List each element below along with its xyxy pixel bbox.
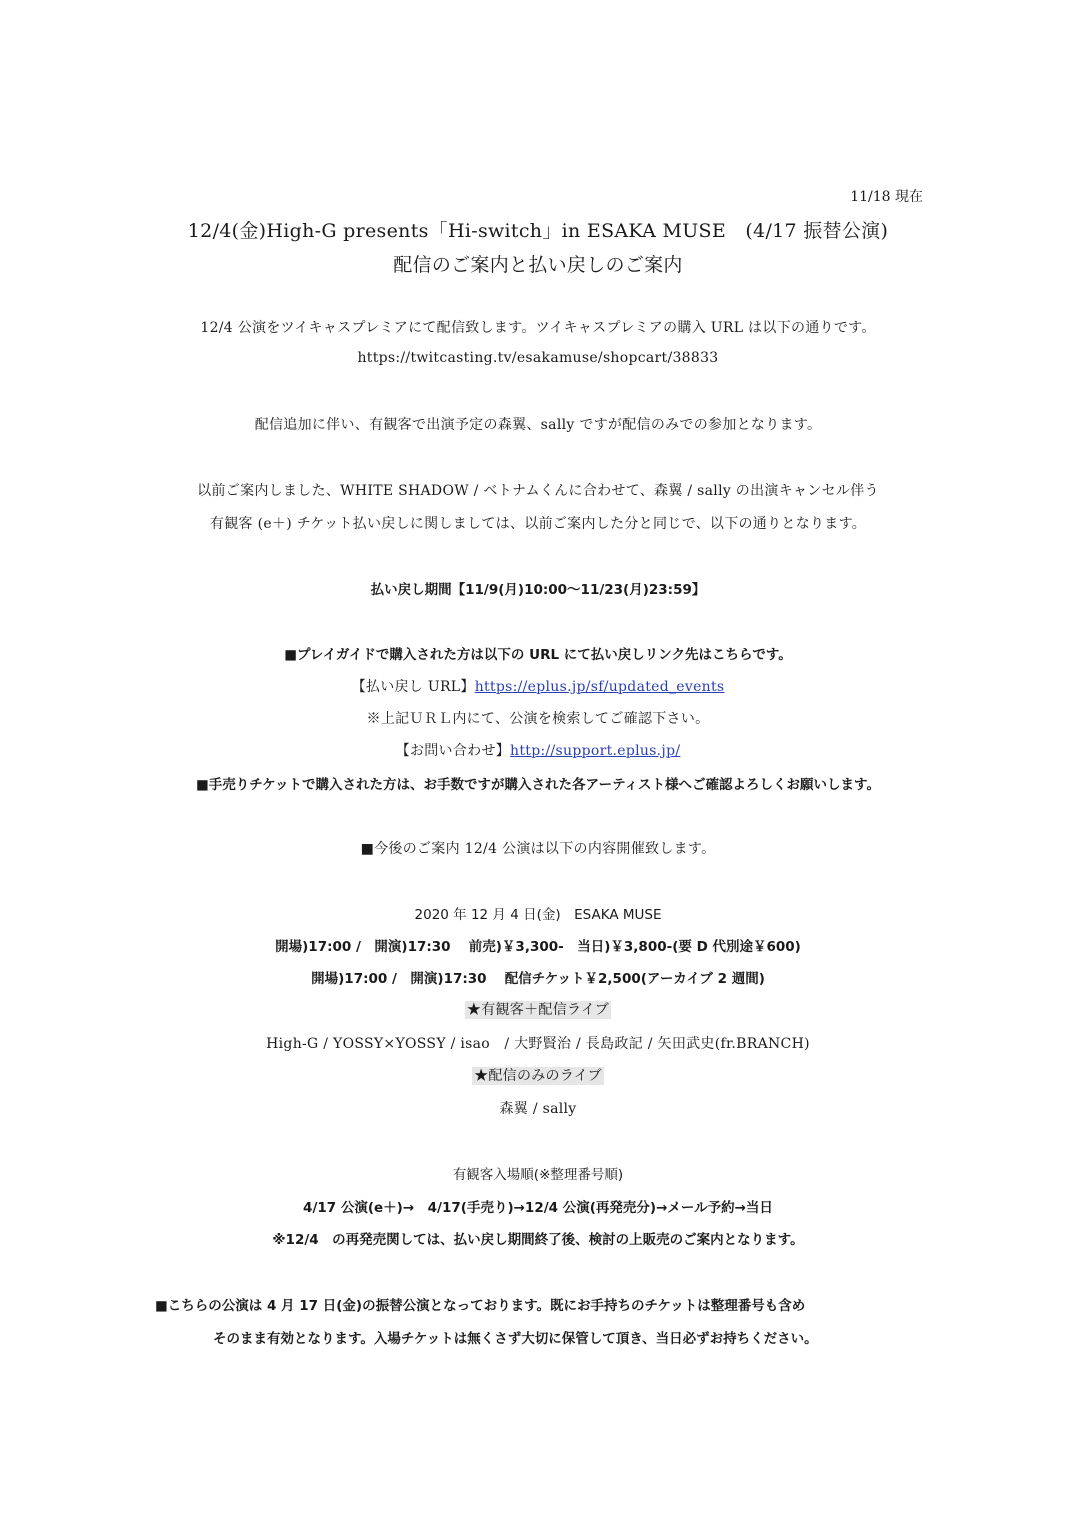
footer-line-2: そのまま有効となります。入場チケットは無くさず大切に保管して頂き、当日必ずお持ちください。 [213,1331,818,1347]
contact-label: 【お問い合わせ】 [395,743,511,759]
stream-url: https://twitcasting.tv/esakamuse/shopcart/38833 [357,350,719,366]
contact-line [0,740,1076,760]
refund-notice-line-1: 以前ご案内しました、WHITE SHADOW / ベトナムくんに合わせて、森翼 / sally の出演キャンセル伴う [197,483,879,499]
entry-order: 4/17 公演(e＋)→ 4/17(手売り)→12/4 公演(再発売分)→メール予約→当日 [303,1200,773,1216]
stream-heading-row [0,1065,1076,1085]
playguide-notice [0,643,1076,663]
footer-line-1: ■こちらの公演は 4 月 17 日(金)の振替公演となっております。既にお手持ちのチケットは整理番号も含め [155,1298,806,1314]
live-artists: High-G / YOSSY×YOSSY / isao / 大野賢治 / 長島政記 / 矢田武史(fr.BRANCH) [266,1036,810,1052]
event-price-stream: 開場)17:00 / 開演)17:30 配信チケット￥2,500(アーカイブ 2 週間) [311,971,765,987]
stream-only-notice: 配信追加に伴い、有観客で出演予定の森翼、sally ですが配信のみでの参加となります。 [254,417,822,433]
event-date-venue: 2020 年 12 月 4 日(金) ESAKA MUSE [414,907,662,923]
title-line-1: 12/4(金)High-G presents「Hi-switch」in ESAKA MUSE (4/17 振替公演) [187,220,889,242]
as-of-date: 11/18 現在 [850,189,923,205]
event-price-venue: 開場)17:00 / 開演)17:30 前売)￥3,300- 当日)￥3,800-(要 D 代別途￥600) [275,939,801,955]
live-heading: ★有観客＋配信ライブ [466,1002,610,1018]
title-line-2: 配信のご案内と払い戻しのご案内 [393,254,683,276]
refund-period: 払い戻し期間【11/9(月)10:00～11/23(月)23:59】 [370,582,706,598]
refund-url-link[interactable]: https://eplus.jp/sf/updated_events [474,679,725,695]
refund-notice-line-2: 有観客 (e＋) チケット払い戻しに関しましては、以前ご案内した分と同じで、以下の通りとなります。 [209,516,867,532]
refund-url-line [0,676,1076,696]
contact-url-link[interactable]: http://support.eplus.jp/ [510,743,681,759]
handsale-notice: ■手売りチケットで購入された方は、お手数ですが購入された各アーティスト様へご確認よろしくお願いします。 [196,777,880,793]
search-note: ※上記ＵＲＬ内にて、公演を検索してご確認下さい。 [366,711,710,727]
entry-heading: 有観客入場順(※整理番号順) [452,1167,624,1183]
stream-intro: 12/4 公演をツイキャスプレミアにて配信致します。ツイキャスプレミアの購入 URL は以下の通りです。 [200,320,876,336]
live-heading-row [0,999,1076,1019]
playguide-text: ■プレイガイドで購入された方は以下の URL にて払い戻しリンク先はこちらです。 [284,647,792,663]
stream-heading: ★配信のみのライブ [474,1068,602,1084]
stream-artists: 森翼 / sally [499,1101,577,1117]
entry-note: ※12/4 の再発売関しては、払い戻し期間終了後、検討の上販売のご案内となります。 [272,1232,804,1248]
future-heading: ■今後のご案内 12/4 公演は以下の内容開催致します。 [360,841,716,857]
refund-url-label: 【払い戻し URL】 [351,679,475,695]
